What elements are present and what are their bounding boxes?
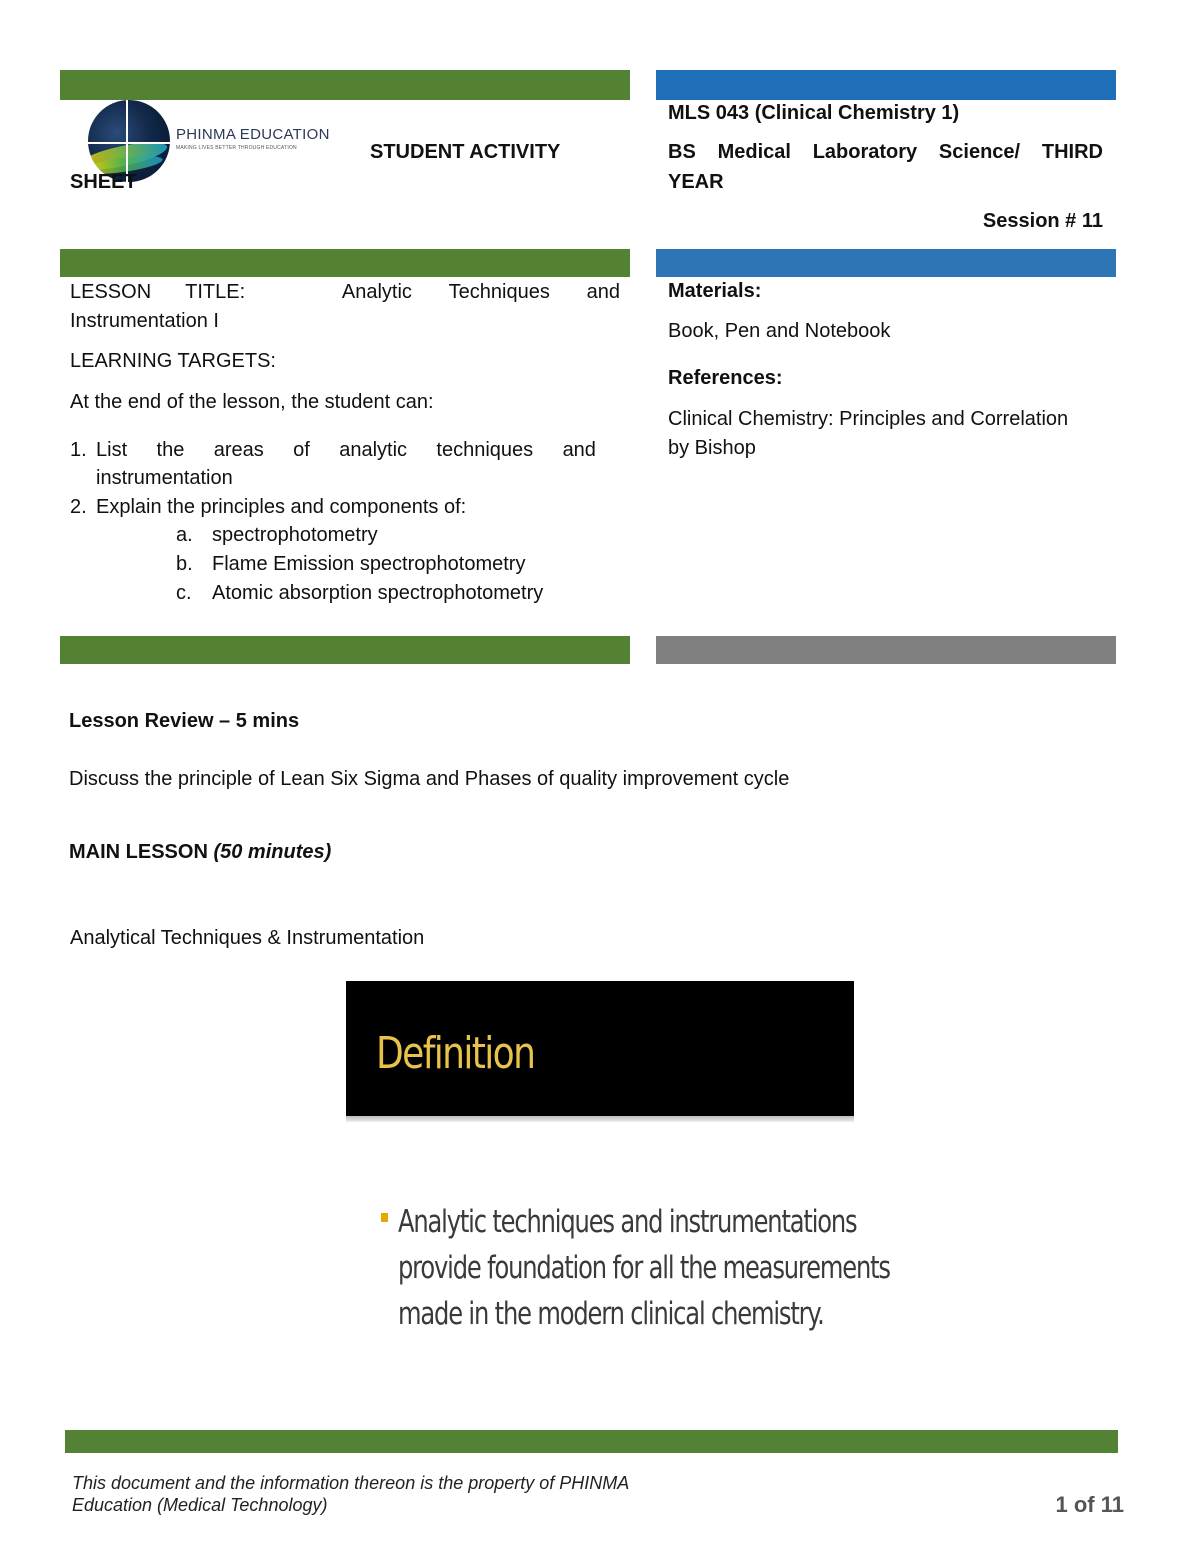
lesson-bar-right	[656, 249, 1116, 277]
footer-note-line: Education (Medical Technology)	[72, 1495, 328, 1515]
logo-name: PHINMA EDUCATION	[176, 126, 330, 143]
course-title: MLS 043 (Clinical Chemistry 1)	[668, 102, 960, 124]
target-1-line	[96, 438, 596, 462]
section-bar-right	[656, 636, 1116, 664]
lesson-title-line	[70, 280, 620, 304]
main-lesson-label: MAIN LESSON	[69, 841, 214, 863]
subitem-text: Flame Emission spectrophotometry	[212, 553, 526, 575]
learning-targets-heading: LEARNING TARGETS:	[70, 350, 276, 372]
target-word: areas	[213, 439, 264, 461]
lesson-bar-left	[60, 249, 630, 277]
student-activity-label: STUDENT ACTIVITY	[370, 141, 561, 163]
target-word: techniques	[436, 439, 534, 461]
footer-note	[72, 1472, 629, 1516]
slide-bullet-line: provide foundation for all the measurements	[398, 1250, 890, 1286]
subitem-letter: b.	[176, 553, 193, 575]
target-2: Explain the principles and components of:	[96, 496, 467, 518]
footer-note-line: This document and the information thereon is the property of PHINMA	[72, 1473, 630, 1493]
section-bar-left	[60, 636, 630, 664]
materials-list: Book, Pen and Notebook	[668, 320, 891, 342]
subitem-text: Atomic absorption spectrophotometry	[212, 582, 544, 604]
main-lesson-subtitle: Analytical Techniques & Instrumentation	[70, 927, 425, 949]
lesson-review-text: Discuss the principle of Lean Six Sigma and Phases of quality improvement cycle	[69, 768, 790, 790]
program-word: Medical	[717, 141, 791, 163]
program-word: BS	[668, 141, 696, 163]
session-number: Session # 11	[982, 210, 1103, 232]
target-word: and	[562, 439, 596, 461]
lesson-title-word: and	[586, 281, 620, 303]
logo-tagline: MAKING LIVES BETTER THROUGH EDUCATION	[176, 145, 297, 151]
lesson-title-word: TITLE:	[185, 281, 246, 303]
program-word: Laboratory	[812, 141, 918, 163]
target-number: 1.	[70, 439, 87, 461]
materials-heading: Materials:	[668, 280, 762, 302]
subitem-letter: a.	[176, 524, 193, 546]
slide-title: Definition	[376, 1028, 535, 1079]
target-word: List	[96, 439, 128, 461]
program-year: YEAR	[668, 171, 724, 193]
target-word: analytic	[339, 439, 408, 461]
references-heading: References:	[668, 367, 783, 389]
page-number: 1 of 11	[1055, 1492, 1124, 1517]
sheet-label: SHEET	[70, 171, 137, 193]
subitem-text: spectrophotometry	[212, 524, 378, 546]
lesson-title-word: Analytic	[341, 281, 412, 303]
program-word: THIRD	[1041, 141, 1103, 163]
footer-bar	[65, 1430, 1118, 1453]
reference-line: Clinical Chemistry: Principles and Correlation	[668, 408, 1069, 430]
reference-line: by Bishop	[668, 437, 756, 459]
target-number: 2.	[70, 496, 87, 518]
program-word: Science/	[938, 141, 1021, 163]
main-lesson-heading	[69, 840, 331, 864]
slide-bullet-line: Analytic techniques and instrumentations	[398, 1204, 857, 1240]
target-word: the	[156, 439, 185, 461]
lesson-title-word: LESSON	[70, 281, 152, 303]
slide-bullet-icon	[381, 1213, 388, 1222]
main-lesson-duration: (50 minutes)	[213, 841, 332, 863]
learning-targets-intro: At the end of the lesson, the student can:	[70, 391, 434, 413]
subitem-letter: c.	[176, 582, 192, 604]
lesson-review-heading: Lesson Review – 5 mins	[69, 710, 300, 732]
lesson-title-cont: Instrumentation I	[70, 310, 219, 332]
slide-bullet-line: made in the modern clinical chemistry.	[398, 1296, 824, 1332]
target-1-cont: instrumentation	[96, 467, 233, 489]
lesson-title-word: Techniques	[448, 281, 550, 303]
target-word: of	[293, 439, 310, 461]
header-bar-right	[656, 70, 1116, 100]
header-bar-left	[60, 70, 630, 100]
program-line	[668, 140, 1103, 164]
